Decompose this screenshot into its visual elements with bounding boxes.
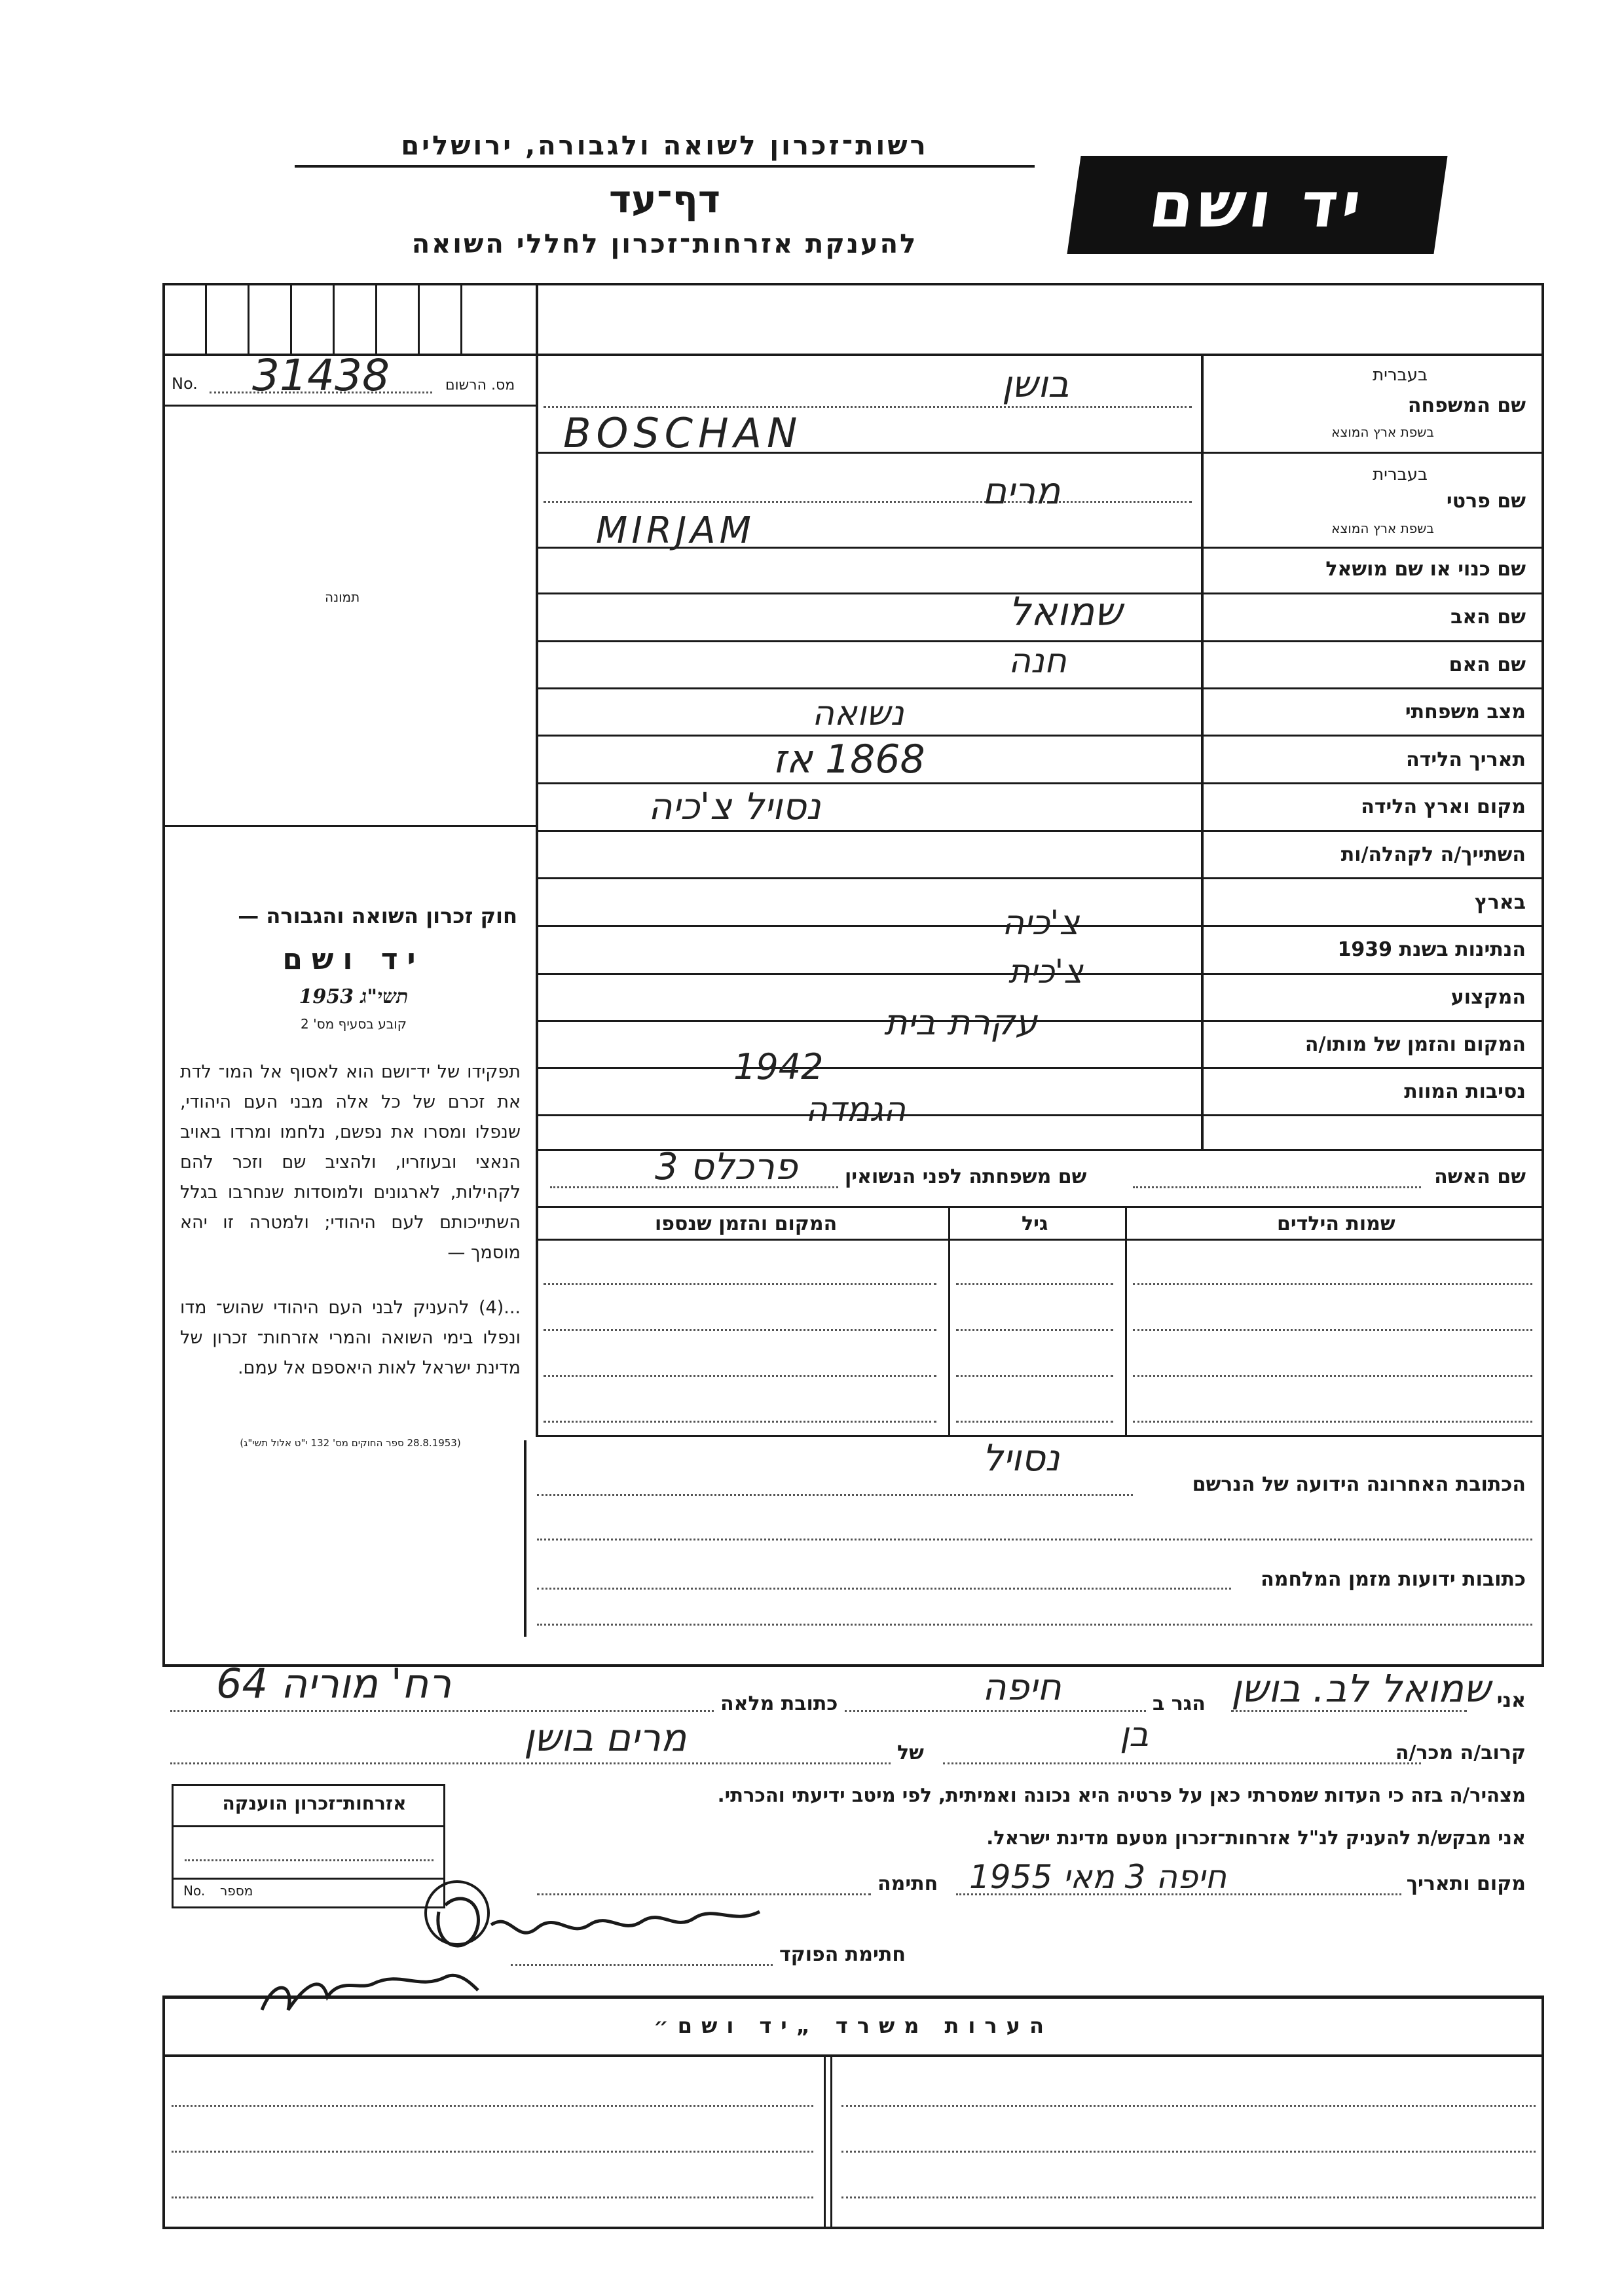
law-name: יד ושם: [282, 943, 425, 976]
form-row-dotted: [544, 501, 1192, 503]
field-label-country: בארץ: [1474, 891, 1526, 914]
registration-number: 31438: [252, 350, 390, 401]
law-year: תשי"ג 1953: [299, 985, 409, 1008]
wife-value: פרכלס 3: [655, 1146, 798, 1188]
war-address-label: כתובות ידועות מזמן המלחמה: [1261, 1568, 1526, 1591]
law-text-1: תפקידו של יד־ושם הוא לאסוף אל המו־ לדת את זכרם של כל אלה מבני העם היהודי, שנפלו ומסרו את נפשם, נלחמו ומרדו באויב הנאצי ובעוזריו, ולהציב שם וזכר להם לקהילות, לארגונים ולמוסדות שנחרבו בגלל השתייכותם לעם היהודי; ולמטרה זו יהא מוסמך —: [180, 1062, 521, 1263]
citizenship-granted-title: אזרחות־זכרון הוענקה: [222, 1793, 407, 1814]
yad-vashem-logo: [1067, 156, 1447, 254]
form-row-dotted: [544, 406, 1192, 408]
field-label-marital: מצב משפחתי: [1405, 701, 1526, 723]
law-footnote: (28.8.1953 ספר החוקים מס' 132 י"ט אלול תשי"ג): [240, 1437, 461, 1449]
field-label-father: שם האב: [1450, 606, 1526, 629]
children-col-names: שמות הילדים: [1277, 1212, 1395, 1235]
statement-2: אני מבקש/ת להעניק לנ"ל אזרחות־זכרון מטעם מדינת ישראל.: [986, 1827, 1526, 1849]
family-name-origin: BOSCHAN: [563, 409, 803, 457]
declarant-gar: הגר ב: [1153, 1692, 1206, 1715]
of-value: מרים בושן: [524, 1715, 687, 1760]
field-label-birth-date: תאריך הלידה: [1406, 748, 1526, 771]
family-name-hebrew: בושן: [1002, 363, 1069, 406]
citizenship-1939: צ'כית: [1008, 953, 1083, 991]
form-title: דף־עד: [608, 177, 721, 221]
citizenship-number-label: מספר: [220, 1883, 253, 1899]
field-sub-first-origin: בשפת ארץ המוצא: [1331, 520, 1434, 536]
mother-name: חנה: [1008, 642, 1067, 681]
birth-place: נסויל צ'כיה: [648, 786, 821, 828]
first-name-hebrew: מרים: [982, 470, 1061, 513]
field-sub-family-hebrew: בעברית: [1373, 365, 1428, 385]
field-label-death-place-time: המקום והזמן של מותו/ה: [1304, 1033, 1526, 1056]
field-label-first-name: שם פרטי: [1446, 490, 1526, 513]
declarant-city: חיפה: [982, 1666, 1061, 1709]
form-row-divider: [538, 782, 1544, 784]
death-circumstances: הגמדה: [805, 1090, 906, 1129]
field-label-nickname: שם כנוי או שם מושאל: [1325, 558, 1526, 581]
form-row-divider: [538, 735, 1544, 737]
field-sub-family-origin: בשפת ארץ המוצא: [1331, 424, 1434, 440]
children-col-place: המקום והזמן שנספו: [655, 1212, 838, 1235]
of-label: של: [897, 1741, 924, 1764]
form-row-divider: [538, 1020, 1544, 1022]
authority-title: רשות־זכרון לשואה ולגבורה, ירושלים: [295, 131, 1035, 168]
field-label-profession: המקצוע: [1450, 986, 1526, 1009]
statement-1: מצהיר/ה בזה כי העדות שמסרתי כאן על פרטיה היא נכונה ואמיתית, לפי מיטב ידיעתי והכרתי.: [717, 1784, 1526, 1806]
citizenship-number-no: No.: [183, 1883, 206, 1899]
place-date-label: מקום ותאריך: [1406, 1872, 1526, 1895]
law-section: קובע בסעיף מס' 2: [301, 1016, 407, 1032]
birth-date: 1868 אז: [773, 737, 925, 782]
field-sub-first-hebrew: בעברית: [1373, 465, 1428, 484]
form-row-divider: [538, 1114, 1544, 1116]
logo-text: יד ושם: [1145, 168, 1370, 242]
law-title: חוק זכרון השואה והגבורה —: [238, 903, 517, 928]
law-text-2: ...(4) להעניק לבני העם היהודי שהוש־ מדו ונפלו בימי השואה והמרי אזרחות־ זכרון של מדינת ישראל לאות היאספם אל עמם.: [180, 1298, 521, 1378]
wife-label: שם האשה: [1434, 1165, 1526, 1188]
form-row-divider: [538, 877, 1544, 879]
form-row-divider: [538, 1067, 1544, 1069]
signature-label: חתימה: [877, 1872, 938, 1895]
place-date-value: חיפה 3 מאי 1955: [969, 1858, 1227, 1896]
no-label: No.: [172, 374, 198, 393]
form-row-divider: [538, 687, 1544, 689]
office-notes-title: הערות משרד „יד ושם״: [654, 2013, 1053, 2038]
field-label-community: השתייך/ה לקהלה/ות: [1340, 843, 1526, 866]
declarant-address: רח' מוריה 64: [216, 1660, 452, 1707]
officer-label: חתימת הפוקד: [779, 1943, 906, 1966]
marital-status: נשואה: [812, 694, 904, 733]
last-address-value: נסויל: [982, 1437, 1060, 1480]
last-address-label: הכתובת האחרונה הידועה של הנרשם: [1192, 1473, 1526, 1496]
father-name: שמואל: [1008, 589, 1122, 635]
form-subtitle: להענקת אזרחות־זכרון לחללי השואה: [411, 229, 918, 259]
photo-label: תמונה: [325, 589, 360, 605]
field-label-citizenship-1939: הנתינות בשנת 1939: [1337, 938, 1526, 961]
declarant-ani: אני: [1496, 1689, 1526, 1712]
field-label-death-circumstances: נסיבות המוות: [1404, 1080, 1526, 1103]
field-label-mother: שם האם: [1449, 653, 1526, 676]
declarant-name: שמואל לב. בושן: [1231, 1666, 1491, 1711]
death-year: 1942: [733, 1046, 824, 1087]
relation-label: קרוב/ה מכר/ה: [1395, 1741, 1526, 1764]
form-row-divider: [538, 830, 1544, 832]
full-address-label: כתובת מלאה: [720, 1692, 838, 1715]
field-label-family-name: שם המשפחה: [1407, 394, 1526, 417]
wife-maiden-label: שם משפחתה לפני הנשואין: [845, 1165, 1087, 1188]
registration-label: מס. הרשום: [445, 377, 515, 393]
relation-value: בן: [1120, 1715, 1149, 1755]
field-label-birth-place: מקום וארץ הלידה: [1361, 795, 1526, 818]
children-col-age: גיל: [1022, 1212, 1048, 1235]
country: צ'כיה: [1002, 903, 1080, 943]
profession: עקרת בית: [884, 1002, 1038, 1043]
first-name-origin: MIRJAM: [596, 509, 755, 552]
